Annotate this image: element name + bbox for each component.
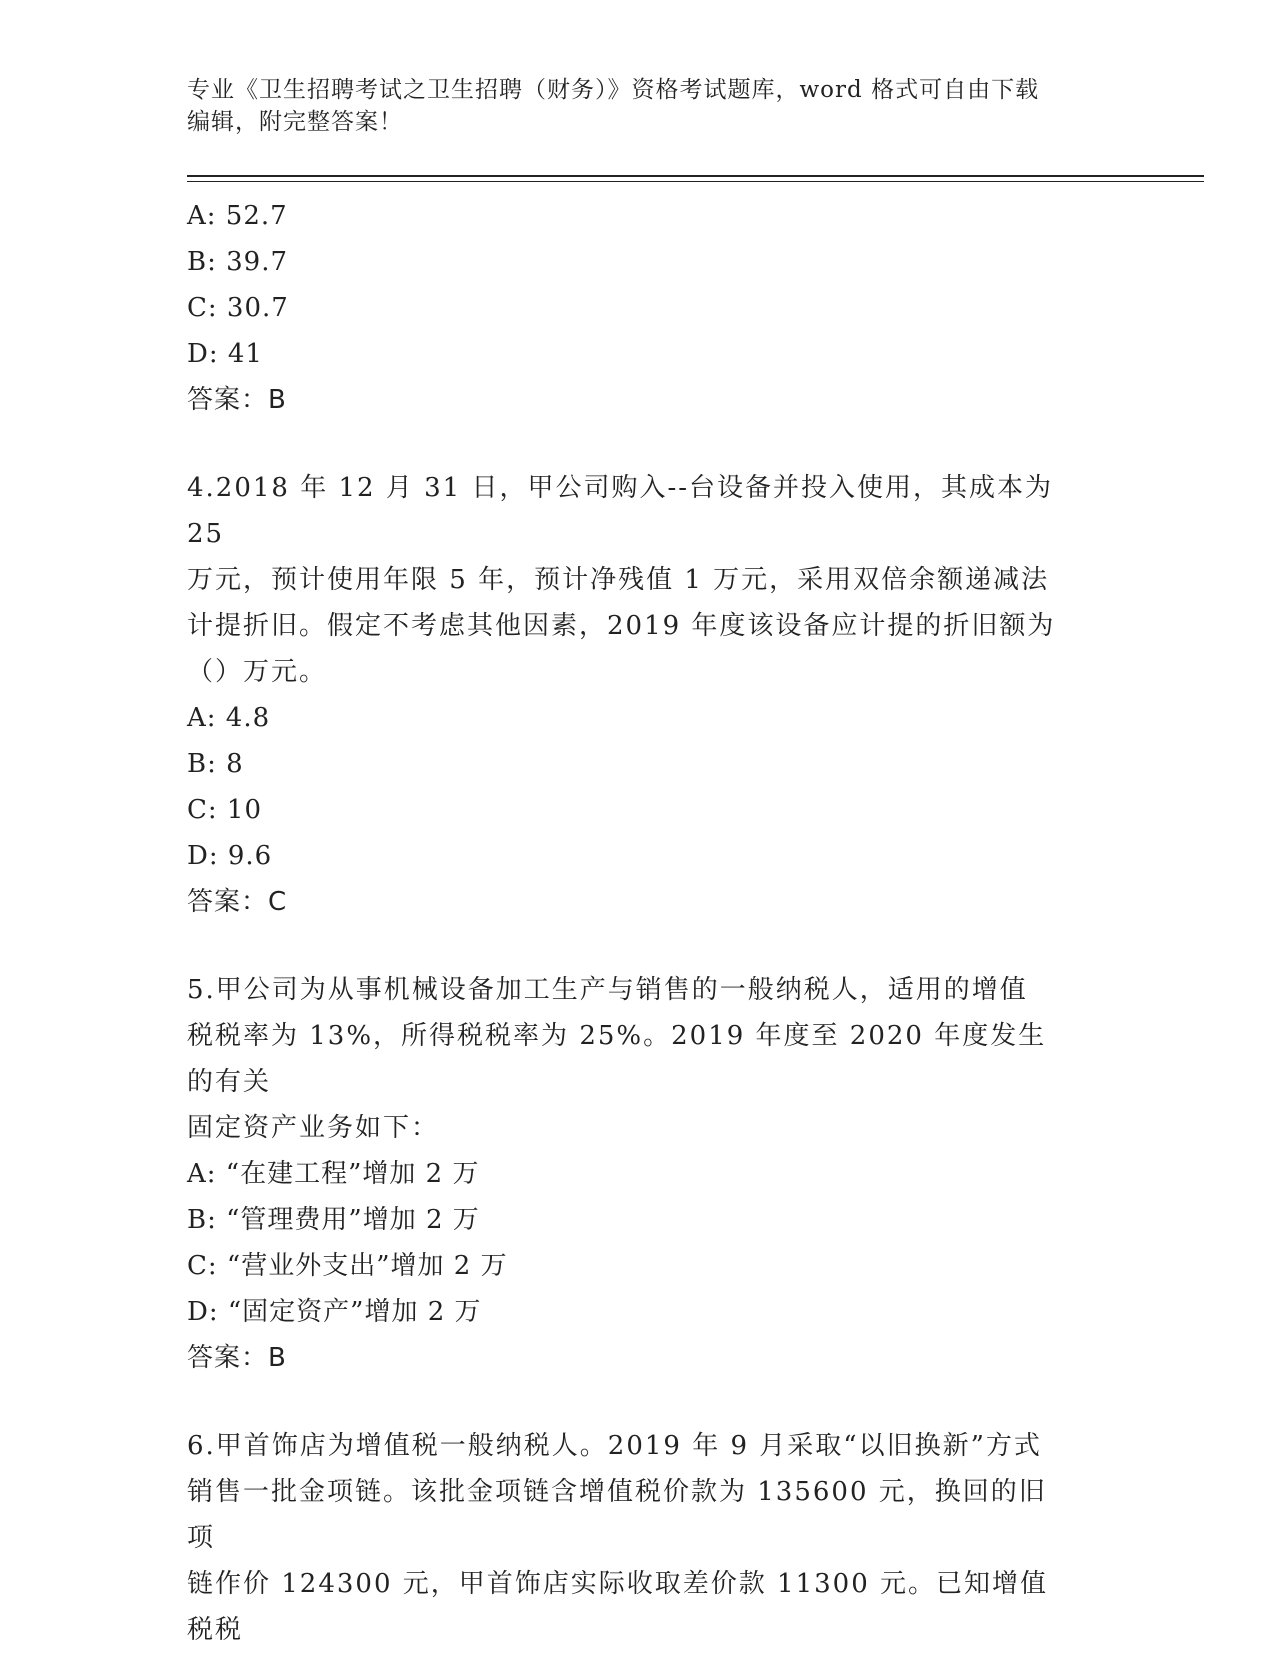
- question-4-line-2: 万元，预计使用年限 5 年，预计净残值 1 万元，采用双倍余额递减法: [187, 565, 1050, 595]
- question-6-line-1: 6.甲首饰店为增值税一般纳税人。2019 年 9 月采取“以旧换新”方式: [187, 1431, 1042, 1461]
- header-divider-thick: [187, 175, 1204, 177]
- question-4-option-b: B: 8: [187, 749, 244, 779]
- question-4-text: [187, 465, 1067, 695]
- question-4-option-c: C: 10: [187, 795, 263, 825]
- question-3-answer: 答案：B: [187, 385, 287, 415]
- question-3-options: [187, 193, 1067, 423]
- question-3-option-a: A: 52.7: [187, 201, 288, 231]
- question-6-line-3: 链作价 124300 元，甲首饰店实际收取差价款 11300 元。已知增值税税: [187, 1569, 1049, 1645]
- header-line-1: 专业《卫生招聘考试之卫生招聘（财务）》资格考试题库，word 格式可自由下载: [187, 77, 1040, 103]
- header-divider-thin: [187, 181, 1204, 182]
- question-6-line-2: 销售一批金项链。该批金项链含增值税价款为 135600 元，换回的旧项: [187, 1477, 1047, 1553]
- question-5-line-1: 5.甲公司为从事机械设备加工生产与销售的一般纳税人，适用的增值: [187, 975, 1028, 1005]
- question-6-text: [187, 1423, 1067, 1653]
- question-5-option-a: A: “在建工程”增加 2 万: [187, 1159, 480, 1189]
- header-line-2: 编辑，附完整答案！: [187, 109, 403, 135]
- document-header: [187, 74, 1067, 138]
- question-5-line-2: 税税率为 13%，所得税税率为 25%。2019 年度至 2020 年度发生的有关: [187, 1021, 1047, 1097]
- question-5-option-c: C: “营业外支出”增加 2 万: [187, 1251, 508, 1281]
- question-4-option-d: D: 9.6: [187, 841, 273, 871]
- question-3-option-c: C: 30.7: [187, 293, 289, 323]
- question-4-option-a: A: 4.8: [187, 703, 271, 733]
- question-4-options: [187, 695, 1067, 925]
- question-5-option-b: B: “管理费用”增加 2 万: [187, 1205, 480, 1235]
- question-5-option-d: D: “固定资产”增加 2 万: [187, 1297, 482, 1327]
- question-5-options: [187, 1151, 1067, 1381]
- question-5-line-3: 固定资产业务如下：: [187, 1113, 440, 1143]
- question-5-text: [187, 967, 1067, 1151]
- question-content: [187, 193, 1067, 1653]
- question-5-answer: 答案：B: [187, 1343, 287, 1373]
- question-4-line-4: （）万元。: [187, 657, 328, 687]
- question-4-answer: 答案：C: [187, 887, 288, 917]
- question-3-option-d: D: 41: [187, 339, 263, 369]
- question-4-line-3: 计提折旧。假定不考虑其他因素，2019 年度该设备应计提的折旧额为: [187, 611, 1056, 641]
- question-4-line-1: 4.2018 年 12 月 31 日，甲公司购入--台设备并投入使用，其成本为 25: [187, 473, 1054, 549]
- question-3-option-b: B: 39.7: [187, 247, 289, 277]
